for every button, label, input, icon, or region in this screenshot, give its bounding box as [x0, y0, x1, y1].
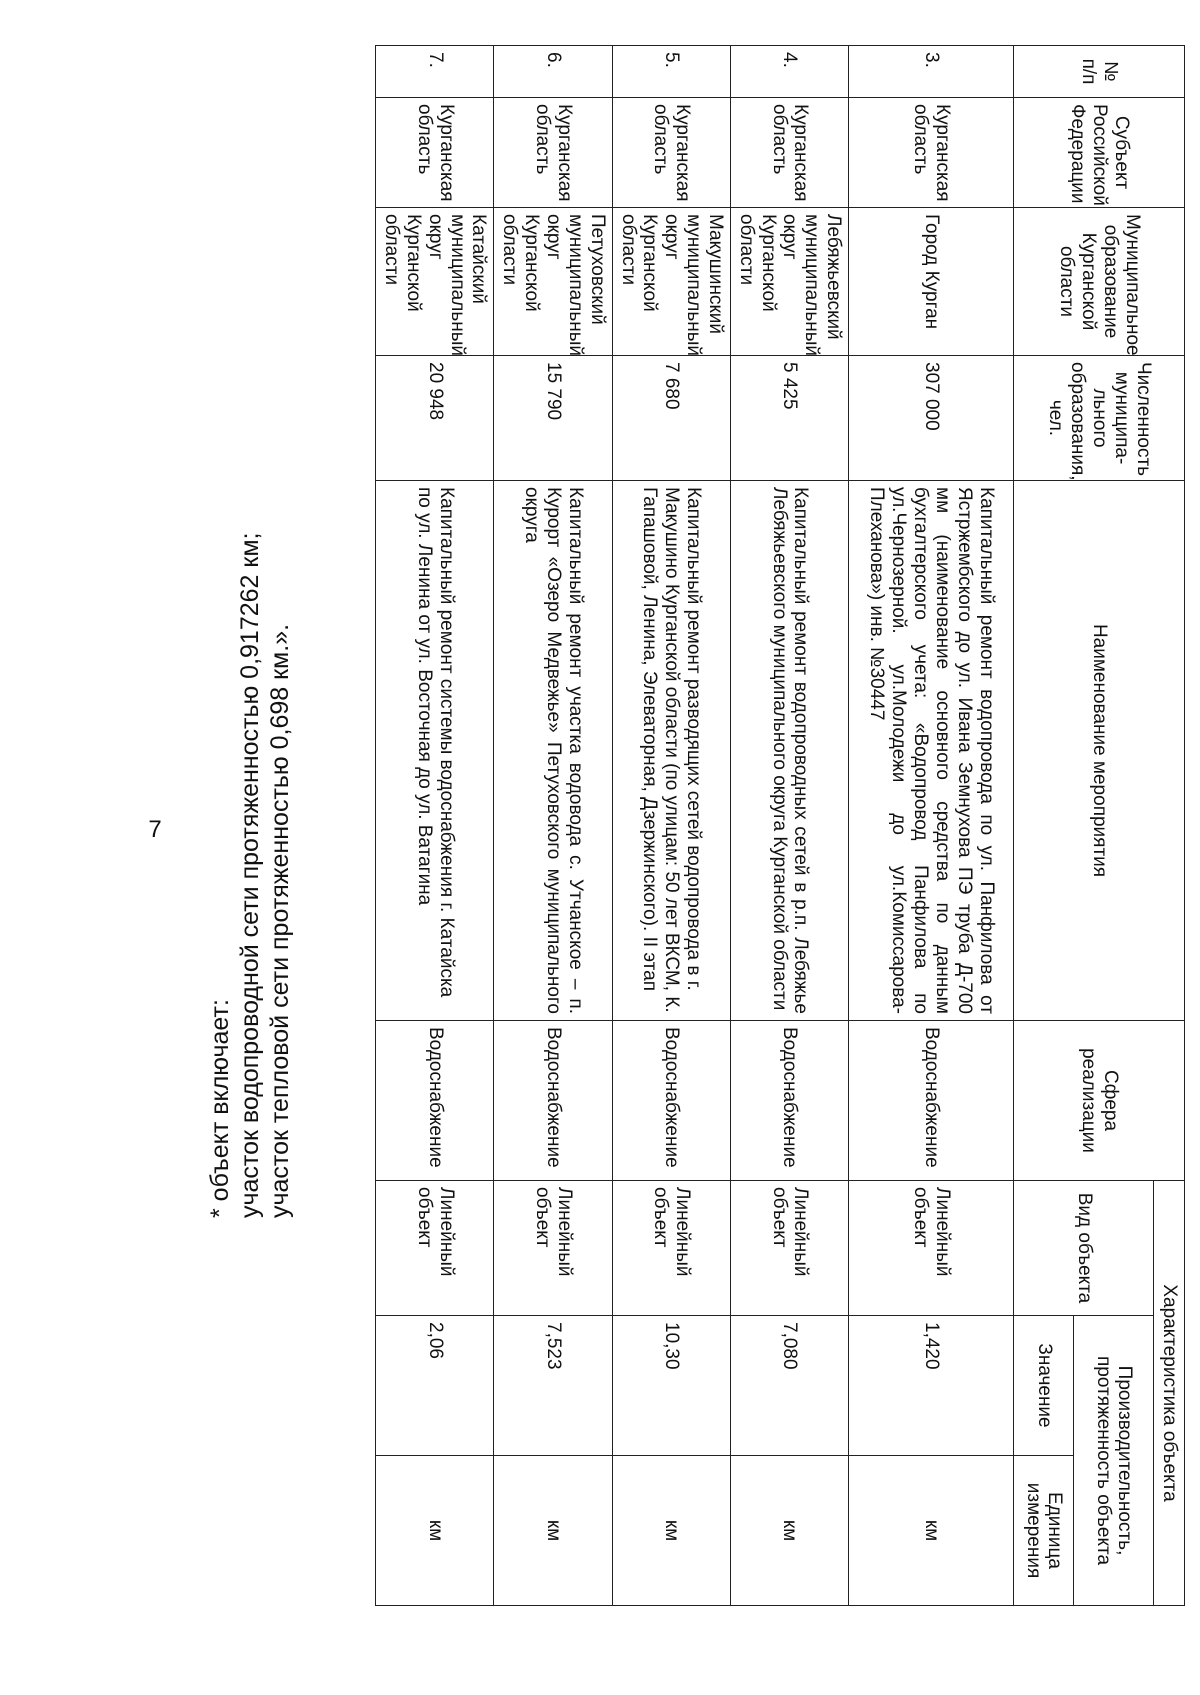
row-municipality: Макушинский муниципальный округ Курганской области	[612, 208, 730, 356]
row-event: Капитальный ремонт участка водовода с. Утчанское – п. Курорт «Озеро Медвежье» Петуховского муниципального округа	[494, 481, 612, 1021]
row-value: 7,523	[494, 1316, 612, 1456]
header-capacity: Производительность, протяженность объекта	[1074, 1316, 1154, 1606]
projects-table	[375, 45, 1185, 1606]
page-number: 7	[148, 816, 162, 843]
row-num: 3.	[849, 46, 1014, 98]
row-unit: км	[849, 1456, 1014, 1606]
header-municipality: Муниципальное образование Курганской области	[1014, 208, 1185, 356]
row-event: Капитальный ремонт водопроводных сетей в р.п. Лебяжье Лебяжьевского муниципального округа Курганской области	[730, 481, 848, 1021]
row-population: 5 425	[730, 356, 848, 481]
row-sphere: Водоснабжение	[376, 1021, 494, 1181]
table-row	[849, 46, 1014, 1606]
row-sphere: Водоснабжение	[849, 1021, 1014, 1181]
row-num: 7.	[376, 46, 494, 98]
row-value: 10,30	[612, 1316, 730, 1456]
row-num: 6.	[494, 46, 612, 98]
row-subject: Курганская область	[612, 98, 730, 208]
row-event: Капитальный ремонт разводящих сетей водопровода в г. Макушино Курганской области (по улицам: 50 лет ВКСМ, К. Гапашовой, Ленина, Элеваторная, Дзержинского). II этап	[612, 481, 730, 1021]
row-value: 1,420	[849, 1316, 1014, 1456]
table-row	[612, 46, 730, 1606]
row-subject: Курганская область	[494, 98, 612, 208]
header-object-type: Вид объекта	[1014, 1181, 1154, 1316]
header-num: № п/п	[1014, 46, 1185, 98]
header-event: Наименование мероприятия	[1014, 481, 1185, 1021]
row-event: Капитальный ремонт системы водоснабжения г. Катайска по ул. Ленина от ул. Восточная до ул. Ватагина	[376, 481, 494, 1021]
table-row	[730, 46, 848, 1606]
footnote-line-water: участок водопроводной сети протяженностью 0,917262 км;	[236, 532, 264, 1218]
row-population: 15 790	[494, 356, 612, 481]
rotated-table-sheet	[205, 45, 1185, 1605]
row-subject: Курганская область	[376, 98, 494, 208]
header-row-1	[1154, 46, 1185, 1606]
header-value: Значение	[1014, 1316, 1074, 1456]
row-municipality: Катайский муниципальный округ Курганской области	[376, 208, 494, 356]
table-row	[494, 46, 612, 1606]
row-subject: Курганская область	[849, 98, 1014, 208]
row-sphere: Водоснабжение	[612, 1021, 730, 1181]
table-row	[376, 46, 494, 1606]
header-subject: Субъект Российской Федерации	[1014, 98, 1185, 208]
row-value: 7,080	[730, 1316, 848, 1456]
row-municipality: Город Курган	[849, 208, 1014, 356]
row-num: 5.	[612, 46, 730, 98]
row-municipality: Петуховский муниципальный округ Курганской области	[494, 208, 612, 356]
row-population: 307 000	[849, 356, 1014, 481]
row-object-type: Линейный объект	[494, 1181, 612, 1316]
footnote-line-heat: участок тепловой сети протяженностью 0,698 км.».	[266, 623, 294, 1218]
footnote	[205, 0, 295, 1218]
row-sphere: Водоснабжение	[494, 1021, 612, 1181]
row-sphere: Водоснабжение	[730, 1021, 848, 1181]
header-population: Численность муниципа-льного образования, чел.	[1014, 356, 1185, 481]
row-municipality: Лебяжьевский муниципальный округ Курганской области	[730, 208, 848, 356]
header-unit: Единица измерения	[1014, 1456, 1074, 1606]
row-event: Капитальный ремонт водопровода по ул. Панфилова от Ястржембского до ул. Ивана Земнухова ПЭ труба Д-700 мм (наименование основного средства по данным бухгалтерского учета: «Водопровод Панфилова по ул.Чернозерной. ул.Молодежи до ул.Комиссарова-Плеханова») инв. №30447	[849, 481, 1014, 1021]
footnote-intro: * объект включает:	[206, 999, 234, 1218]
row-population: 20 948	[376, 356, 494, 481]
row-value: 2,06	[376, 1316, 494, 1456]
row-population: 7 680	[612, 356, 730, 481]
row-num: 4.	[730, 46, 848, 98]
row-unit: км	[494, 1456, 612, 1606]
row-object-type: Линейный объект	[730, 1181, 848, 1316]
row-subject: Курганская область	[730, 98, 848, 208]
row-object-type: Линейный объект	[376, 1181, 494, 1316]
row-unit: км	[376, 1456, 494, 1606]
row-object-type: Линейный объект	[612, 1181, 730, 1316]
header-characteristics: Характеристика объекта	[1154, 1181, 1185, 1606]
row-unit: км	[612, 1456, 730, 1606]
header-sphere: Сфера реализации	[1014, 1021, 1185, 1181]
row-object-type: Линейный объект	[849, 1181, 1014, 1316]
row-unit: км	[730, 1456, 848, 1606]
